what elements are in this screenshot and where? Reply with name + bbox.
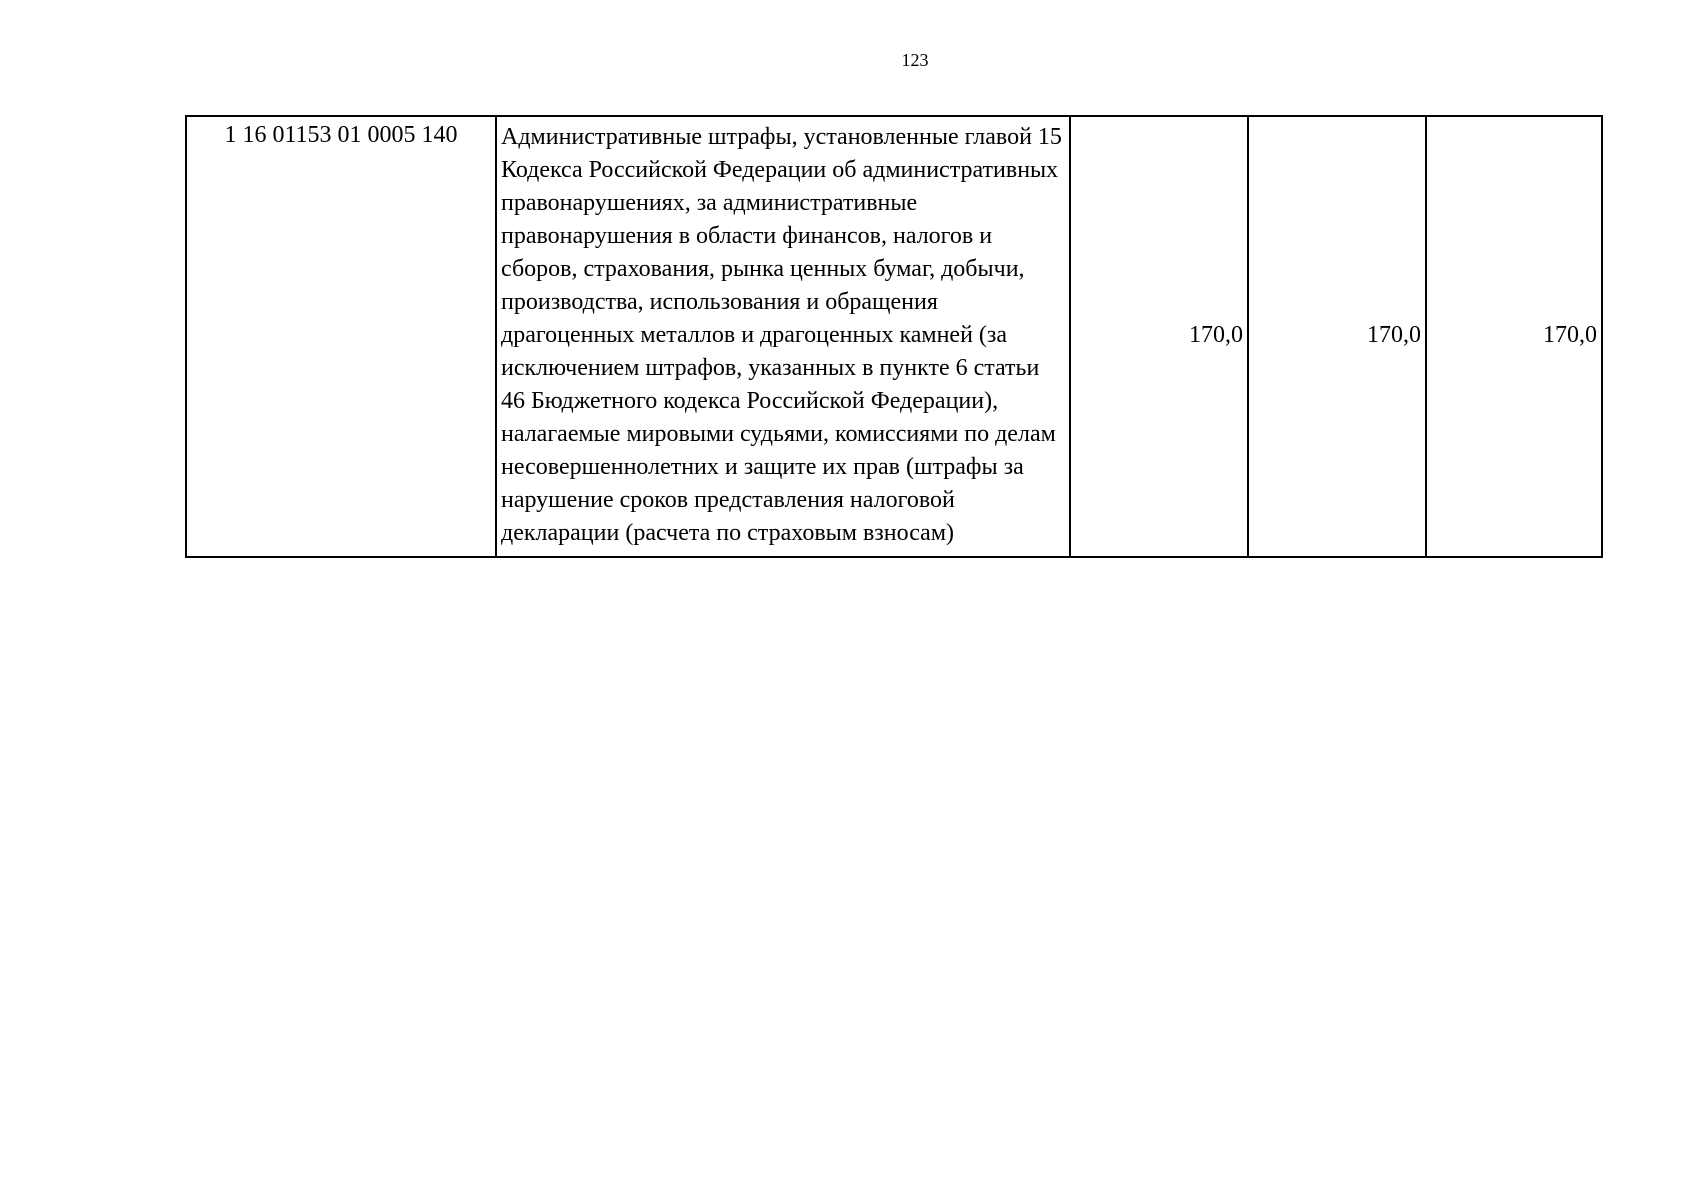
- value-cell-3: 170,0: [1426, 116, 1602, 557]
- table-row: [186, 116, 1602, 557]
- budget-code-cell: 1 16 01153 01 0005 140: [186, 116, 496, 557]
- value-cell-2: 170,0: [1248, 116, 1426, 557]
- page-number: 123: [901, 50, 929, 70]
- description-text: Административные штрафы, установленные главой 15 Кодекса Российской Федерации об административных правонарушениях, за административные правонарушения в области финансов, налогов и сборов, страхования, рынка ценных бумаг, добычи, производства, использования и обращения драгоценных металлов и драгоценных камней (за исключением штрафов, указанных в пункте 6 статьи 46 Бюджетного кодекса Российской Федерации), налагаемые мировыми судьями, комиссиями по делам несовершеннолетних и защите их прав (штрафы за нарушение сроков представления налоговой декларации (расчета по страховым взносам): [501, 124, 1062, 546]
- value-cell-1: 170,0: [1070, 116, 1248, 557]
- description-cell: [496, 116, 1070, 557]
- budget-table: [185, 115, 1603, 558]
